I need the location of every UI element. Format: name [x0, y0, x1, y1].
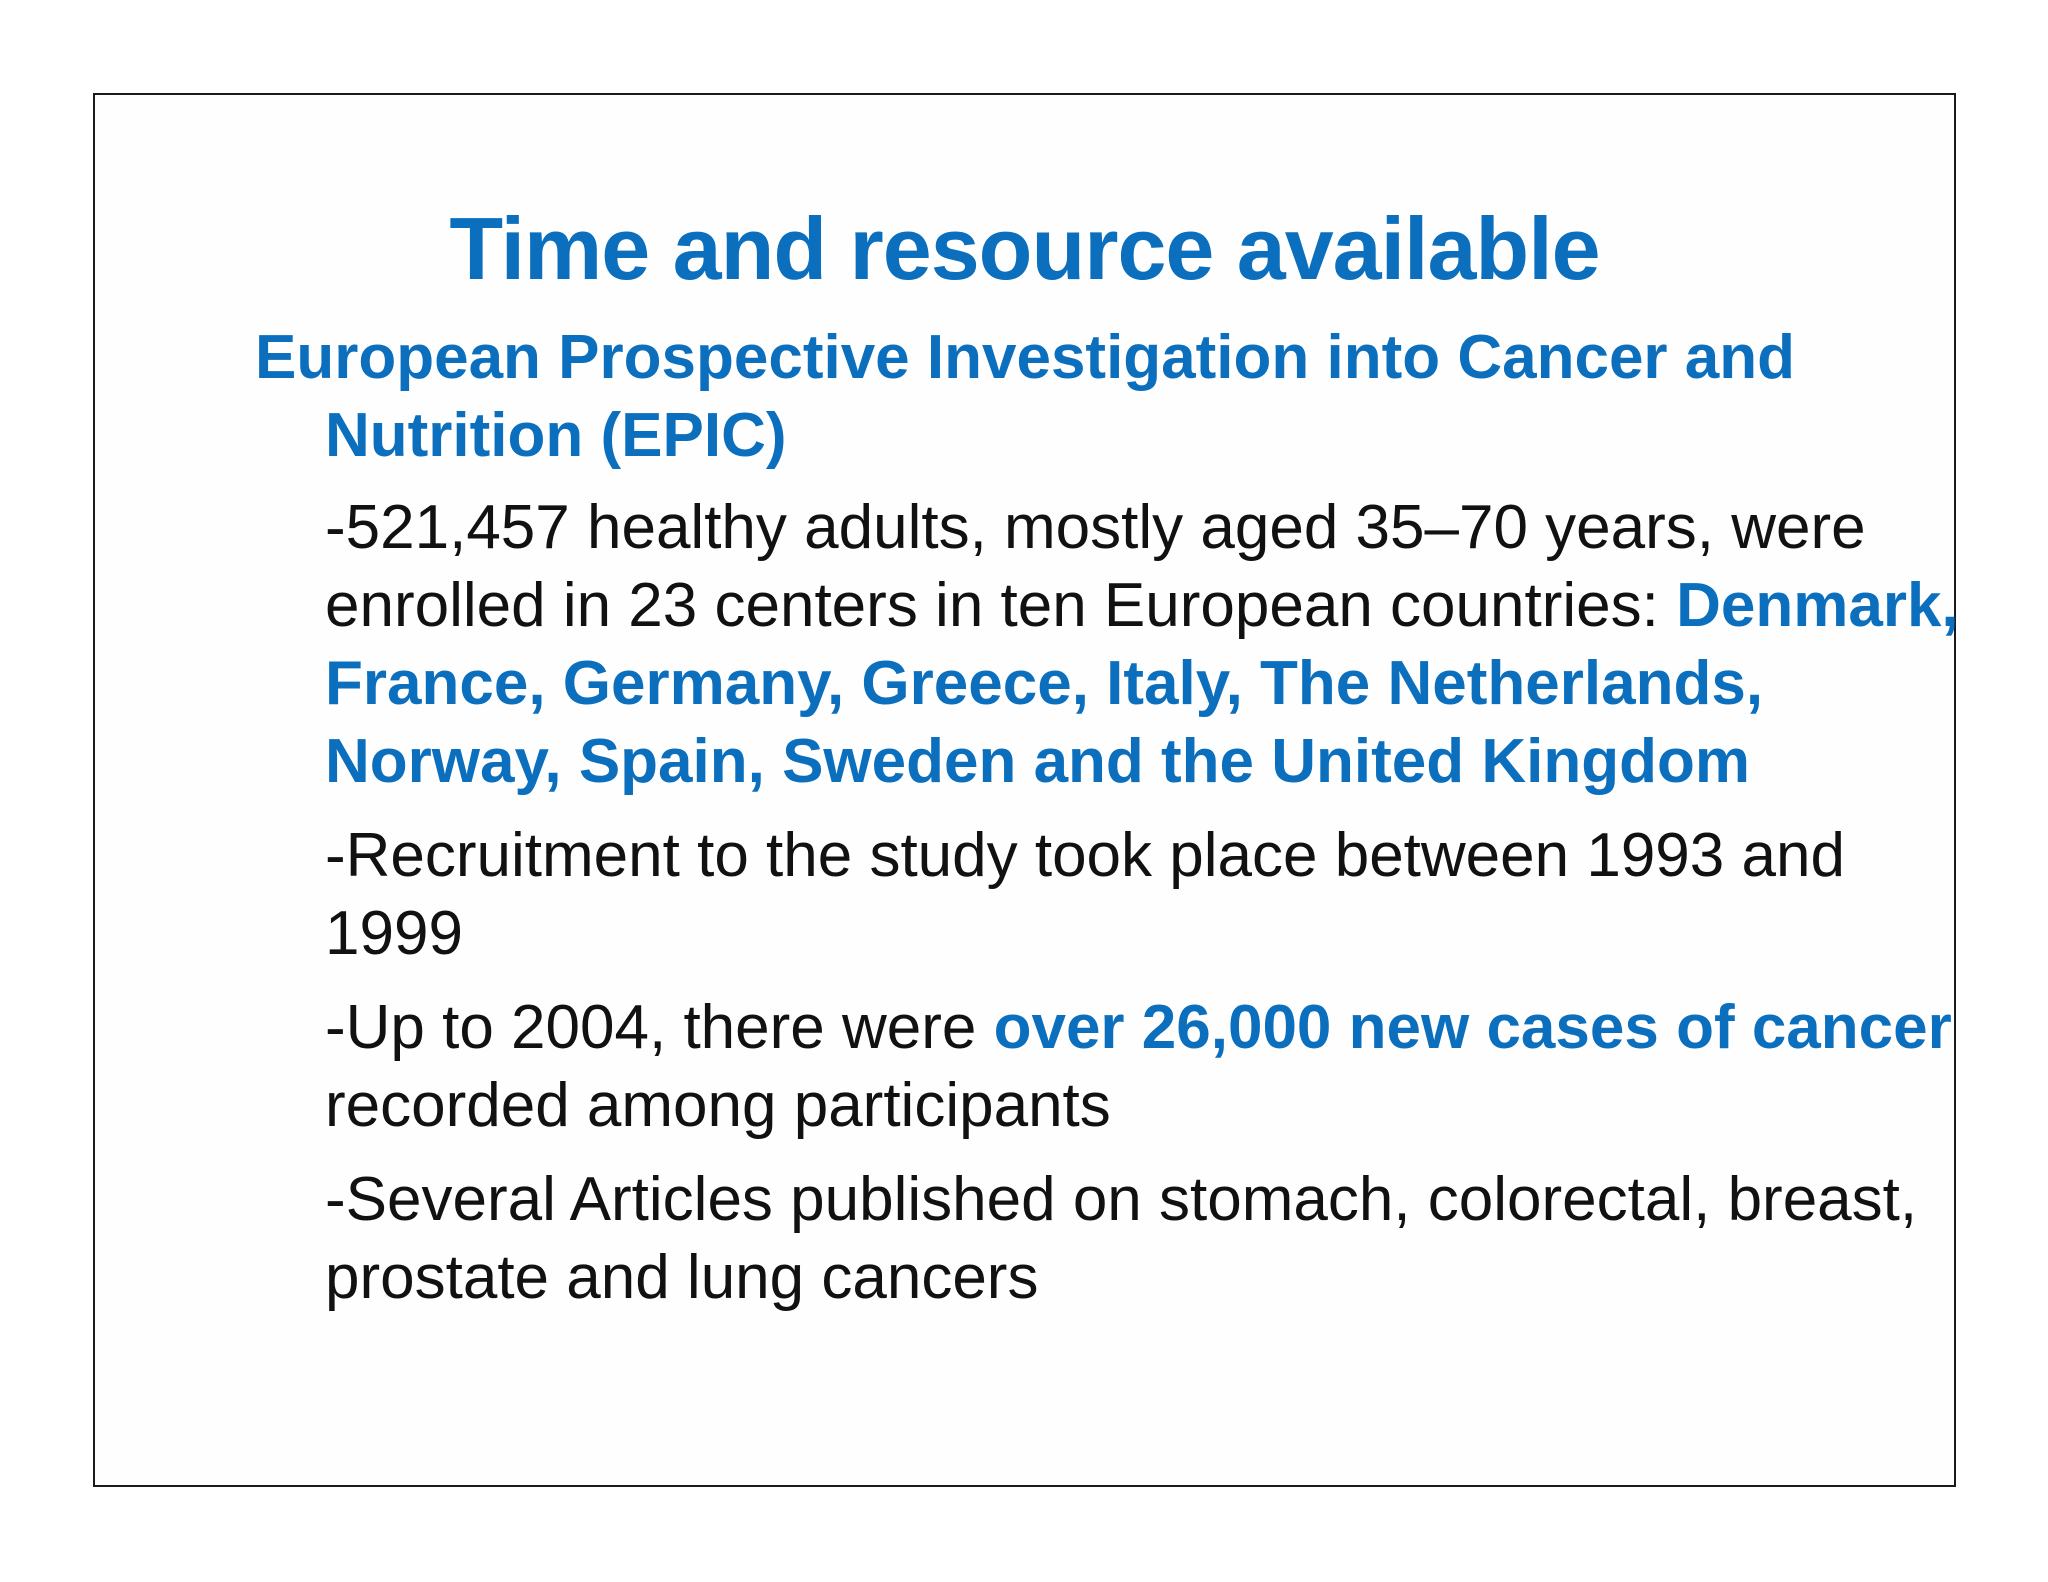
bullet-cases — [325, 989, 1985, 1145]
bullet-cases-prefix: -Up to 2004, there were — [325, 993, 994, 1062]
bullet-enrollment-text: -521,457 healthy adults, mostly aged 35–70 years, were enrolled in 23 centers in ten European countries: — [325, 493, 1866, 640]
countries-list: Denmark, France, Germany, Greece, Italy, The Netherlands, Norway, Spain, Sweden and the United Kingdom — [325, 571, 1959, 796]
bullet-cases-suffix: recorded among participants — [325, 1071, 1111, 1140]
bullet-articles: -Several Articles published on stomach, colorectal, breast, prostate and lung cancers — [325, 1165, 1918, 1312]
bullet-recruitment: -Recruitment to the study took place between 1993 and 1999 — [325, 821, 1845, 968]
slide-title: Time and resource available — [449, 199, 1600, 298]
slide-content — [255, 319, 1985, 1333]
study-heading: European Prospective Investigation into Cancer and Nutrition (EPIC) — [255, 323, 1796, 470]
slide-frame — [93, 93, 1959, 1487]
bullet-enrollment — [325, 489, 1985, 801]
cases-highlight: over 26,000 new cases of cancer — [993, 993, 1952, 1062]
